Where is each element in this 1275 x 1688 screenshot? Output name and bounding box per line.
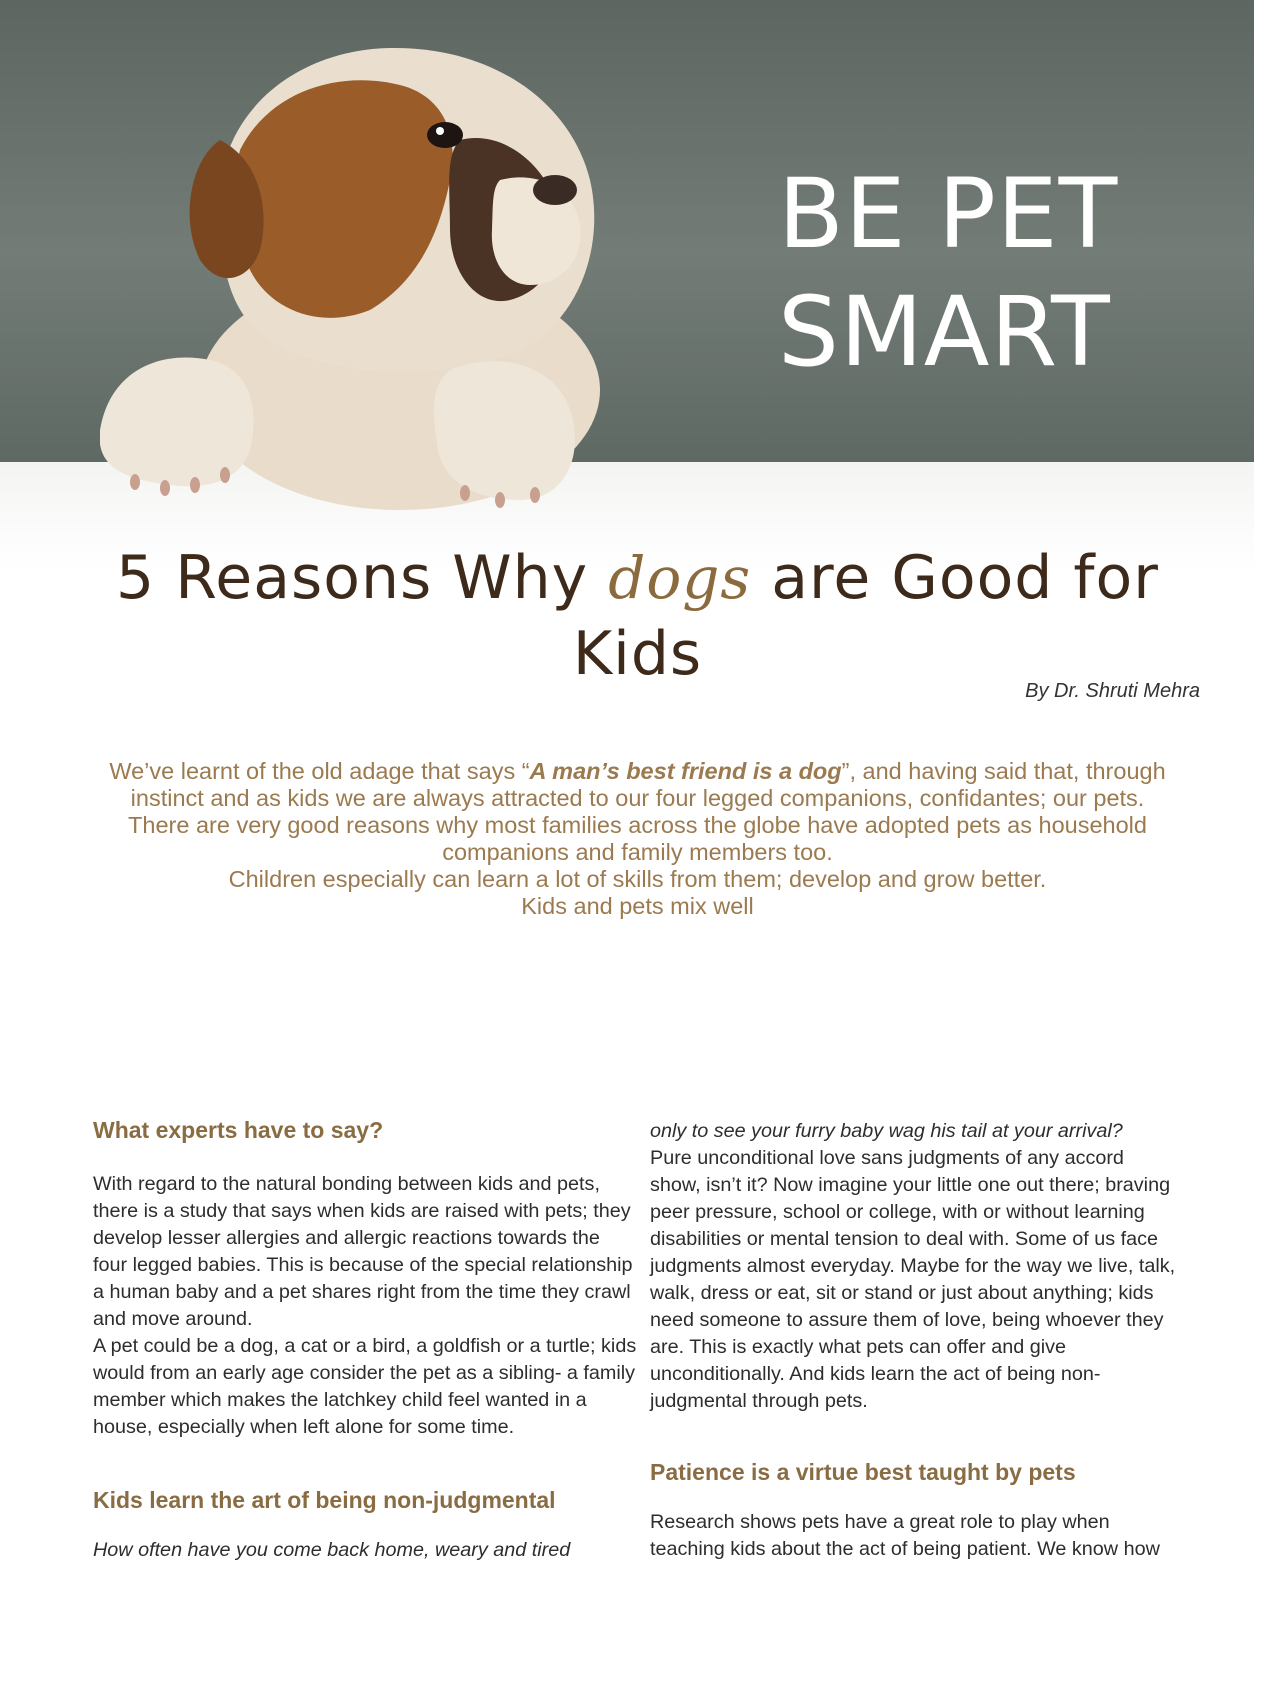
intro-line3: Kids and pets mix well — [521, 893, 754, 919]
headline-part2: are Good for — [751, 543, 1159, 613]
hero-title-line1: BE PET — [778, 158, 1119, 270]
para-patience: Research shows pets have a great role to play when teaching kids about the act of being patient. We know how — [650, 1511, 1160, 1560]
right-column — [650, 1118, 1180, 1563]
intro-post: ”, and having said that, through instinct and as kids we are always attracted to our four legged companions, confidantes; our pets. There are very good reasons why most families across the globe have adopted pets as household companions and family members too. — [128, 758, 1166, 865]
puppy-photo — [100, 30, 660, 550]
heading-non-judgmental: Kids learn the art of being non-judgmental — [93, 1487, 556, 1513]
para-furry-baby: only to see your furry baby wag his tail at your arrival? — [650, 1120, 1123, 1142]
para-pets-sibling: A pet could be a dog, a cat or a bird, a goldfish or a turtle; kids would from an early age consider the pet as a sibling- a family member which makes the latchkey child feel wanted in a house, especially when left alone for some time. — [93, 1335, 637, 1438]
article-headline — [60, 540, 1215, 692]
para-come-home: How often have you come back home, weary and tired — [93, 1539, 571, 1561]
headline-line2: Kids — [572, 619, 703, 689]
headline-part1: 5 Reasons Why — [116, 543, 609, 613]
intro-line2: Children especially can learn a lot of skills from them; develop and grow better. — [228, 866, 1047, 892]
left-column — [93, 1115, 638, 1564]
para-unconditional-love: Pure unconditional love sans judgments of any accord show, isn’t it? Now imagine your little one out there; braving peer pressure, school or college, with or without learning disabilities or mental tension to deal with. Some of us face judgments almost everyday. Maybe for the way we live, talk, walk, dress or eat, sit or stand or just about anything; kids need someone to assure them of love, being whoever they are. This is exactly what pets can offer and give unconditionally. And kids learn the act of being non-judgmental through pets. — [650, 1147, 1176, 1412]
intro-pre: We’ve learnt of the old adage that says “ — [109, 758, 530, 784]
intro-quote: A man’s best friend is a dog — [529, 758, 842, 784]
intro-paragraph — [100, 758, 1175, 920]
byline: By Dr. Shruti Mehra — [1025, 680, 1200, 702]
para-experts: With regard to the natural bonding between kids and pets, there is a study that says when kids are raised with pets; they develop lesser allergies and allergic reactions towards the four legged babies. This is because of the special relationship a human baby and a pet shares right from the time they crawl and move around. — [93, 1173, 633, 1330]
hero-title — [778, 155, 1138, 391]
headline-dogs-word: dogs — [608, 544, 752, 612]
heading-patience: Patience is a virtue best taught by pets — [650, 1459, 1076, 1485]
heading-experts: What experts have to say? — [93, 1117, 384, 1143]
hero-title-line2: SMART — [778, 276, 1111, 388]
